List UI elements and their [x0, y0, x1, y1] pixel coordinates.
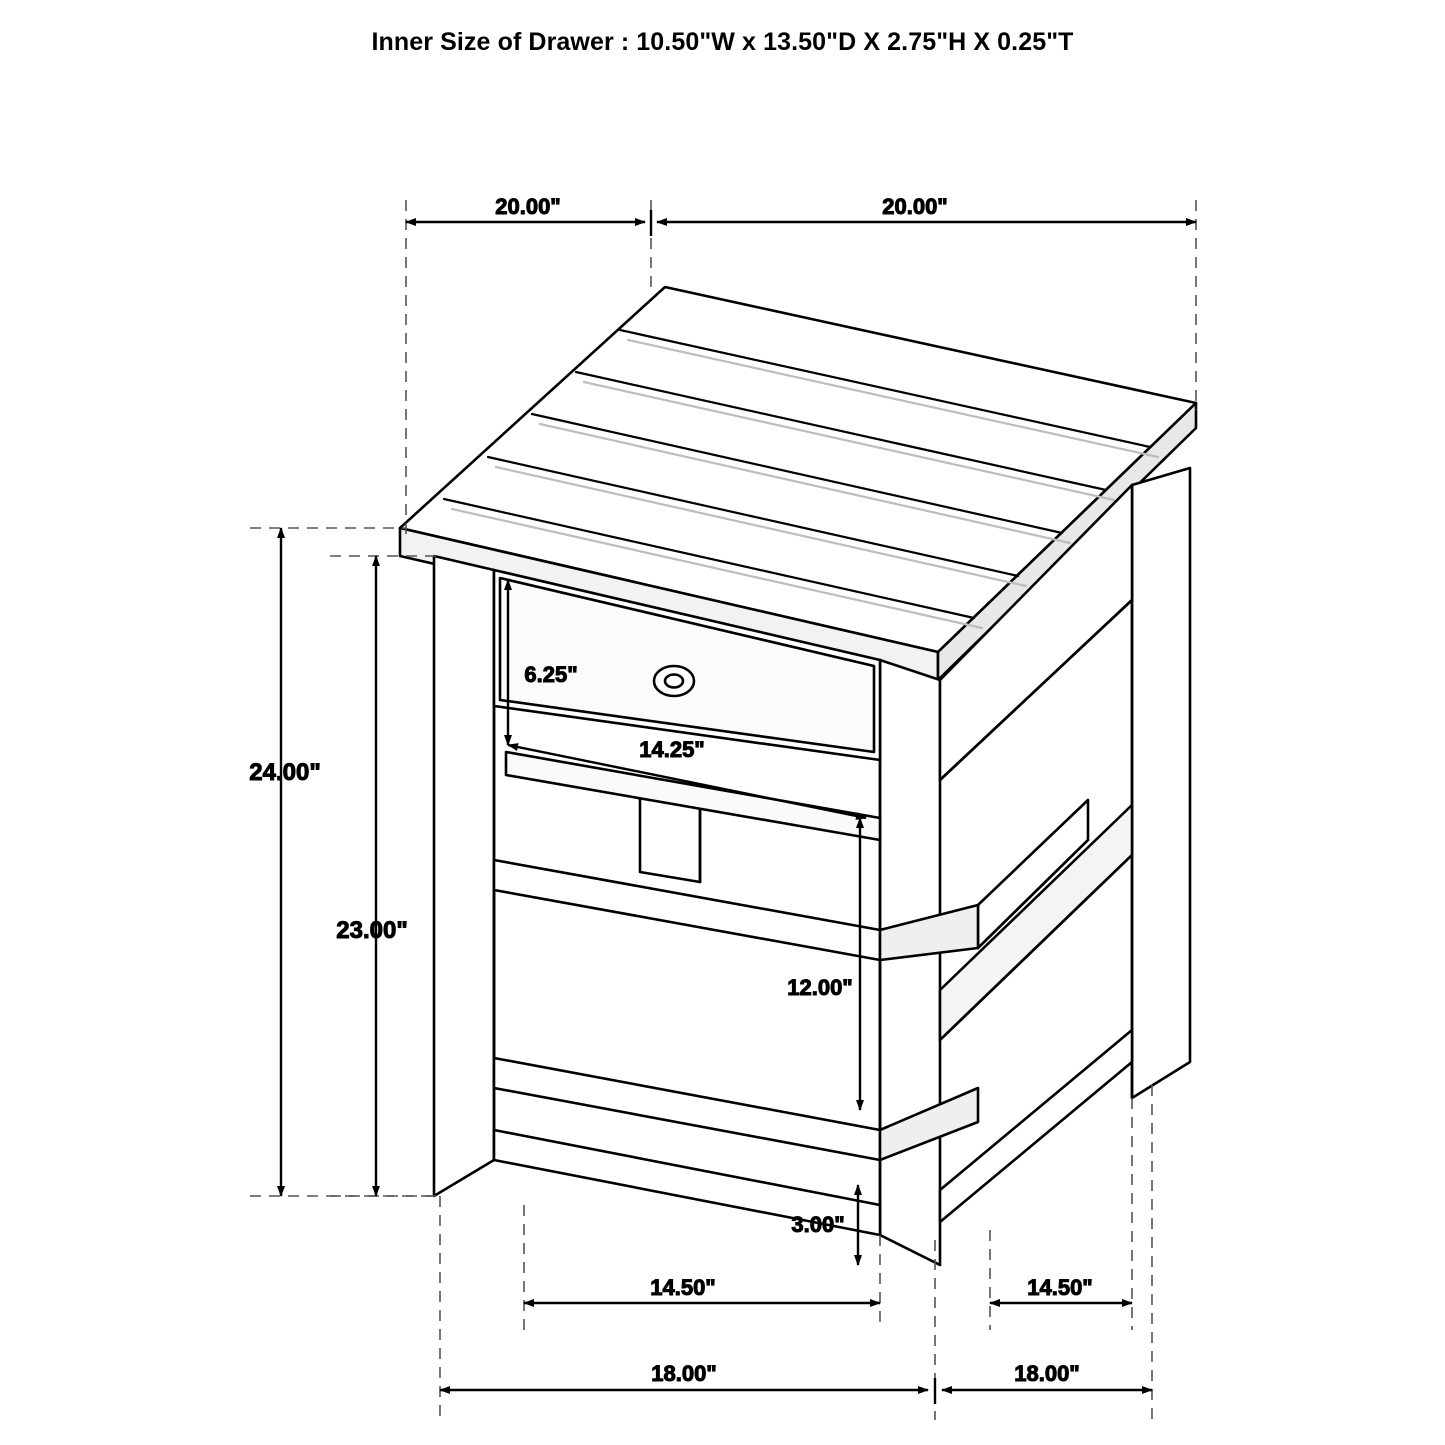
dim-top-right-width-label: 20.00": [882, 194, 948, 219]
dim-lower-right-width-label: 14.50": [1027, 1275, 1093, 1300]
dim-base-left-width-label: 18.00": [651, 1361, 717, 1386]
front-right-leg: [880, 660, 940, 1265]
dim-bottom-rail-height-label: 3.00": [791, 1212, 845, 1237]
dim-overall-height-label: 24.00": [249, 759, 321, 786]
dim-leg-height-label: 23.00": [336, 917, 408, 944]
dim-base-right-width-label: 18.00": [1014, 1361, 1080, 1386]
dim-drawer-height-label: 6.25": [524, 662, 578, 687]
end-table-illustration: [400, 287, 1196, 1265]
front-left-leg: [434, 556, 494, 1196]
page-title: Inner Size of Drawer : 10.50"W x 13.50"D X 2.75"H X 0.25"T: [371, 28, 1074, 56]
dim-drawer-width-label: 14.25": [639, 737, 705, 762]
rear-right-leg: [1132, 468, 1190, 1098]
dim-shelf-height-label: 12.00": [787, 975, 853, 1000]
drawer-knob: [654, 666, 694, 696]
dim-lower-left-width-label: 14.50": [650, 1275, 716, 1300]
dim-top-left-width-label: 20.00": [495, 194, 561, 219]
